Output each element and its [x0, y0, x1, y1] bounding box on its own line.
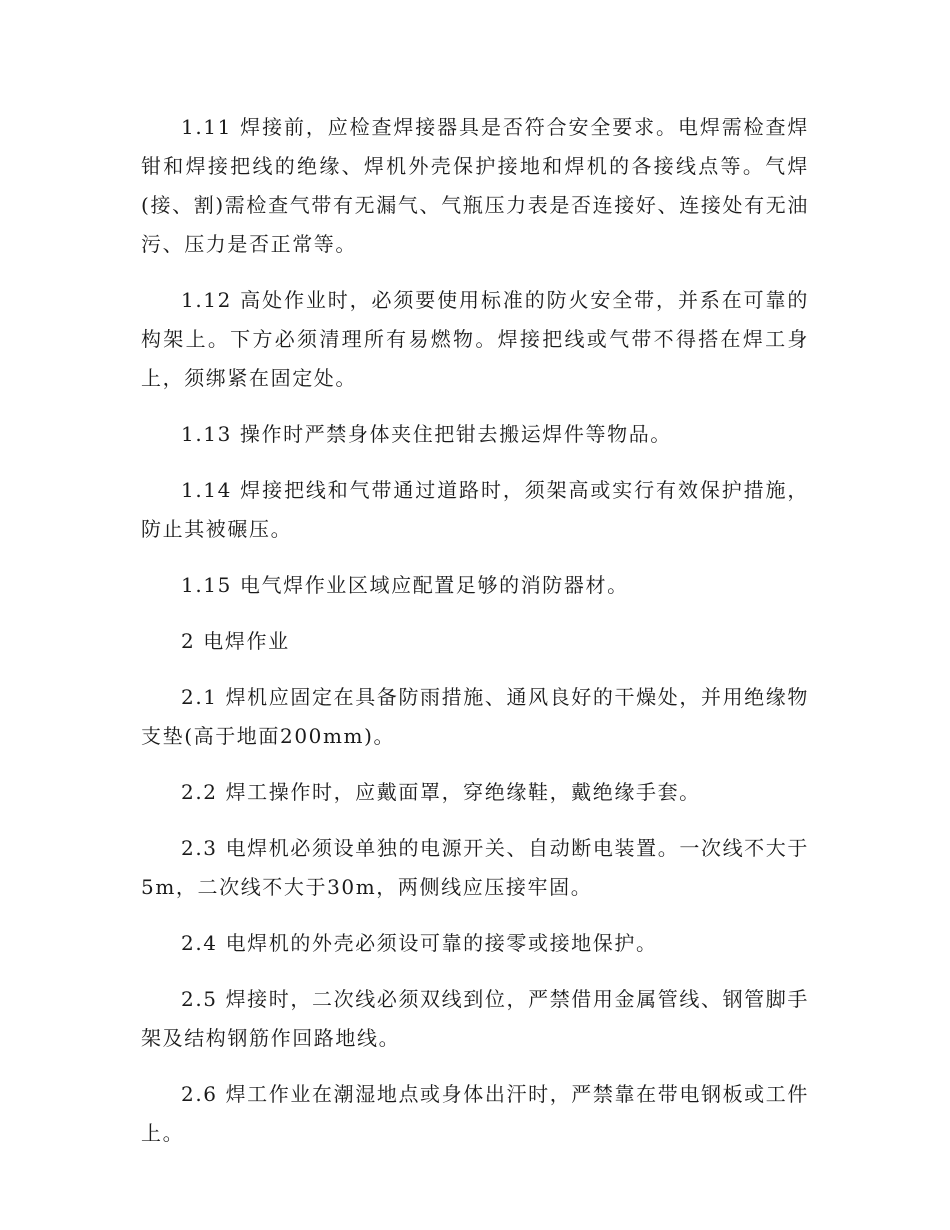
paragraph-1-11: 1.11 焊接前，应检查焊接器具是否符合安全要求。电焊需检查焊钳和焊接把线的绝缘、焊机外壳保护接地和焊机的各接线点等。气焊(接、割)需检查气带有无漏气、气瓶压力表是否连接好、连接处有无油污、压力是否正常等。 [141, 115, 809, 256]
paragraph-2-6: 2.6 焊工作业在潮湿地点或身体出汗时，严禁靠在带电钢板或工件上。 [141, 1082, 809, 1145]
paragraph-2-2: 2.2 焊工操作时，应戴面罩，穿绝缘鞋，戴绝缘手套。 [181, 780, 701, 804]
paragraph-1-12: 1.12 高处作业时，必须要使用标准的防火安全带，并系在可靠的构架上。下方必须清理所有易燃物。焊接把线或气带不得搭在焊工身上，须绑紧在固定处。 [141, 288, 809, 390]
section-heading-2: 2 电焊作业 [181, 629, 290, 653]
paragraph-2-5: 2.5 焊接时，二次线必须双线到位，严禁借用金属管线、钢管脚手架及结构钢筋作回路地线。 [141, 987, 809, 1050]
paragraph-2-4: 2.4 电焊机的外壳必须设可靠的接零或接地保护。 [181, 931, 658, 955]
paragraph-1-15: 1.15 电气焊作业区域应配置足够的消防器材。 [181, 573, 629, 597]
paragraph-2-3: 2.3 电焊机必须设单独的电源开关、自动断电装置。一次线不大于5m，二次线不大于30m，两侧线应压接牢固。 [141, 836, 809, 899]
paragraph-2-1: 2.1 焊机应固定在具备防雨措施、通风良好的干燥处，并用绝缘物支垫(高于地面200mm)。 [141, 685, 809, 748]
paragraph-1-14: 1.14 焊接把线和气带通过道路时，须架高或实行有效保护措施，防止其被碾压。 [141, 478, 809, 541]
document-body [141, 108, 809, 1170]
paragraph-1-13: 1.13 操作时严禁身体夹住把钳去搬运焊件等物品。 [181, 422, 672, 446]
